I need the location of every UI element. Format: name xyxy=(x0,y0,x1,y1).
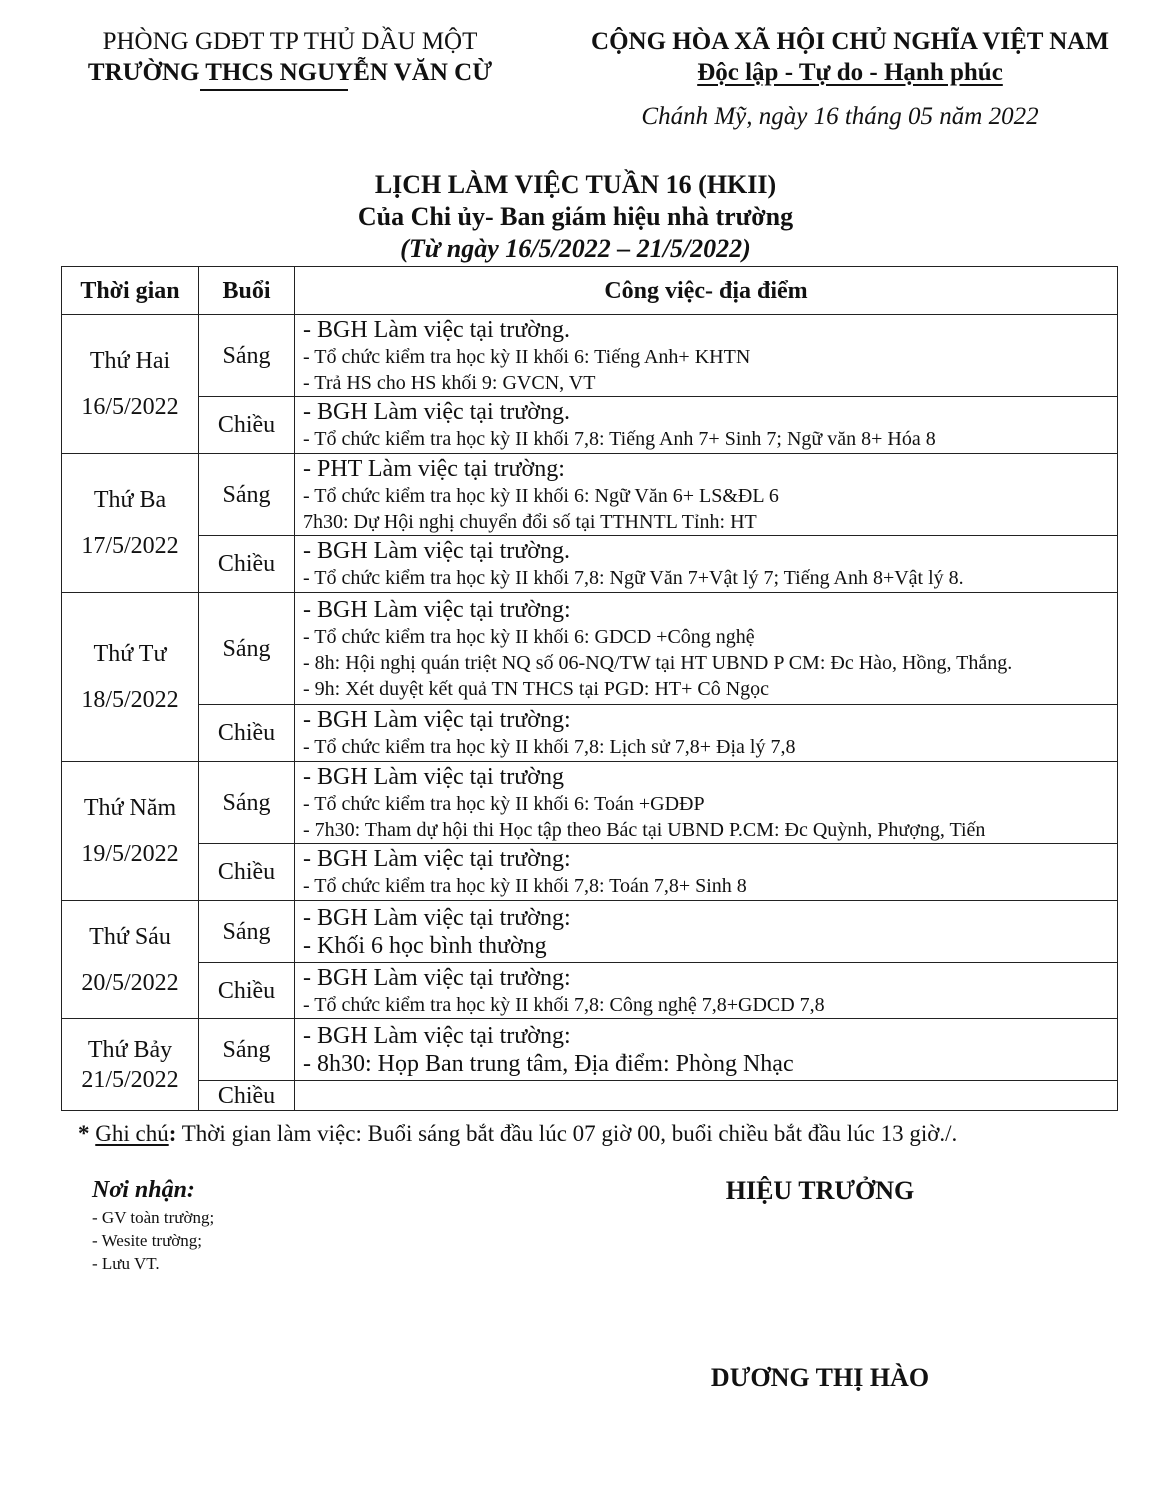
tasks-cell xyxy=(295,315,1118,397)
task-line: - Tổ chức kiểm tra học kỳ II khối 7,8: Công nghệ 7,8+GDCD 7,8 xyxy=(303,993,825,1016)
table-row xyxy=(62,844,1118,901)
task-line: - BGH Làm việc tại trường. xyxy=(303,316,570,343)
signer-name: DƯƠNG THỊ HÀO xyxy=(710,1363,930,1392)
day-name: Thứ Sáu xyxy=(89,923,171,950)
task-line: - Tổ chức kiểm tra học kỳ II khối 6: Toán +GDĐP xyxy=(303,792,705,815)
issue-date: Chánh Mỹ, ngày 16 tháng 05 năm 2022 xyxy=(641,103,1039,130)
task-line: - BGH Làm việc tại trường. xyxy=(303,538,570,564)
schedule-table xyxy=(61,266,1118,1111)
session-cell: Chiều xyxy=(199,1081,295,1111)
national-header xyxy=(560,26,1140,88)
session-cell: Chiều xyxy=(199,705,295,762)
tasks-cell xyxy=(295,963,1118,1019)
day-date: 19/5/2022 xyxy=(81,841,179,867)
table-row xyxy=(62,705,1118,762)
task-line: - BGH Làm việc tại trường xyxy=(303,763,564,790)
day-name: Thứ Năm xyxy=(83,795,177,821)
school-name-underline xyxy=(200,89,348,91)
day-cell xyxy=(62,762,199,901)
recipients-title: Nơi nhận: xyxy=(92,1177,195,1203)
day-cell xyxy=(62,1019,199,1111)
recipient-item: - Wesite trường; xyxy=(92,1231,203,1250)
session-cell: Sáng xyxy=(199,762,295,844)
national-motto: Độc lập - Tự do - Hạnh phúc xyxy=(697,59,1003,86)
session-cell: Chiều xyxy=(199,536,295,593)
tasks-cell xyxy=(295,762,1118,844)
signature-title: HIỆU TRƯỞNG xyxy=(725,1176,915,1205)
day-name: Thứ Bảy xyxy=(87,1036,173,1063)
task-line: - Tổ chức kiểm tra học kỳ II khối 7,8: Lịch sử 7,8+ Địa lý 7,8 xyxy=(303,736,796,758)
task-line: - 9h: Xét duyệt kết quả TN THCS tại PGD: HT+ Cô Ngọc xyxy=(303,677,770,700)
table-row xyxy=(62,901,1118,963)
session-cell: Sáng xyxy=(199,593,295,705)
table-row xyxy=(62,315,1118,397)
day-cell xyxy=(62,315,199,454)
session-cell: Chiều xyxy=(199,963,295,1019)
day-date: 17/5/2022 xyxy=(81,533,179,559)
day-cell xyxy=(62,593,199,762)
recipient-item: - Lưu VT. xyxy=(92,1254,160,1273)
table-row xyxy=(62,454,1118,536)
note-colon: : xyxy=(168,1121,177,1146)
task-line: - 8h30: Họp Ban trung tâm, Địa điểm: Phòng Nhạc xyxy=(303,1050,794,1077)
task-line: - PHT Làm việc tại trường: xyxy=(303,455,565,482)
table-row xyxy=(62,762,1118,844)
table-row xyxy=(62,963,1118,1019)
session-cell: Chiều xyxy=(199,397,295,454)
task-line: - Tổ chức kiểm tra học kỳ II khối 7,8: Toán 7,8+ Sinh 8 xyxy=(303,875,747,897)
task-line: - Tổ chức kiểm tra học kỳ II khối 6: GDCD +Công nghệ xyxy=(303,625,755,648)
note-text: Thời gian làm việc: Buổi sáng bắt đầu lúc 07 giờ 00, buổi chiều bắt đầu lúc 13 giờ./. xyxy=(176,1121,958,1146)
task-line: - BGH Làm việc tại trường: xyxy=(303,707,571,733)
day-name: Thứ Tư xyxy=(93,641,167,667)
session-cell: Sáng xyxy=(199,1019,295,1081)
session-cell: Sáng xyxy=(199,315,295,397)
table-row xyxy=(62,397,1118,454)
task-line: - Tổ chức kiểm tra học kỳ II khối 7,8: Tiếng Anh 7+ Sinh 7; Ngữ văn 8+ Hóa 8 xyxy=(303,428,936,450)
header-time: Thời gian xyxy=(62,267,199,315)
task-line: - BGH Làm việc tại trường. xyxy=(303,399,570,425)
agency-name: PHÒNG GDĐT TP THỦ DẦU MỘT xyxy=(102,28,478,55)
note-label: Ghi chú xyxy=(95,1121,169,1146)
table-row xyxy=(62,593,1118,705)
agency-header xyxy=(40,26,540,88)
day-name: Thứ Ba xyxy=(93,487,167,513)
task-line: - 8h: Hội nghị quán triệt NQ số 06-NQ/TW tại HT UBND P CM: Đc Hào, Hồng, Thắng. xyxy=(303,651,1013,674)
session-cell: Sáng xyxy=(199,901,295,963)
national-title: CỘNG HÒA XÃ HỘI CHỦ NGHĨA VIỆT NAM xyxy=(591,28,1109,55)
tasks-cell xyxy=(295,536,1118,593)
day-date: 18/5/2022 xyxy=(81,687,179,713)
working-hours-note xyxy=(78,1121,957,1147)
day-cell xyxy=(62,901,199,1019)
tasks-cell xyxy=(295,705,1118,762)
document-date-range: (Từ ngày 16/5/2022 – 21/5/2022) xyxy=(400,234,751,263)
tasks-cell xyxy=(295,397,1118,454)
task-line: - BGH Làm việc tại trường: xyxy=(303,596,571,623)
document-subtitle: Của Chi ủy- Ban giám hiệu nhà trường xyxy=(357,202,794,231)
day-name: Thứ Hai xyxy=(89,348,171,374)
task-line: - Tổ chức kiểm tra học kỳ II khối 6: Tiếng Anh+ KHTN xyxy=(303,345,751,368)
day-date: 20/5/2022 xyxy=(81,969,179,996)
document-title: LỊCH LÀM VIỆC TUẦN 16 (HKII) xyxy=(374,170,777,199)
task-line: 7h30: Dự Hội nghị chuyển đổi số tại TTHNTL Tỉnh: HT xyxy=(303,510,757,533)
task-line: - Tổ chức kiểm tra học kỳ II khối 7,8: Ngữ Văn 7+Vật lý 7; Tiếng Anh 8+Vật lý 8. xyxy=(303,567,964,589)
session-cell: Sáng xyxy=(199,454,295,536)
header-tasks: Công việc- địa điểm xyxy=(295,267,1118,315)
recipient-item: - GV toàn trường; xyxy=(92,1208,215,1227)
table-row xyxy=(62,536,1118,593)
table-row xyxy=(62,1019,1118,1081)
task-line: - BGH Làm việc tại trường: xyxy=(303,846,571,872)
tasks-cell xyxy=(295,1019,1118,1081)
tasks-cell xyxy=(295,844,1118,901)
day-date: 21/5/2022 xyxy=(81,1066,179,1093)
note-star: * xyxy=(78,1121,96,1146)
tasks-cell xyxy=(295,1081,1118,1111)
header-session: Buổi xyxy=(199,267,295,315)
tasks-cell xyxy=(295,593,1118,705)
table-header-row xyxy=(62,267,1118,315)
task-line: - BGH Làm việc tại trường: xyxy=(303,904,571,931)
task-line: - BGH Làm việc tại trường: xyxy=(303,964,571,991)
tasks-cell xyxy=(295,454,1118,536)
tasks-cell xyxy=(295,901,1118,963)
day-cell xyxy=(62,454,199,593)
task-line: - Trả HS cho HS khối 9: GVCN, VT xyxy=(303,371,596,394)
task-line: - BGH Làm việc tại trường: xyxy=(303,1022,571,1049)
session-cell: Chiều xyxy=(199,844,295,901)
day-date: 16/5/2022 xyxy=(81,394,179,420)
task-line: - Khối 6 học bình thường xyxy=(303,932,547,959)
task-line: - Tổ chức kiểm tra học kỳ II khối 6: Ngữ Văn 6+ LS&ĐL 6 xyxy=(303,484,779,507)
task-line: - 7h30: Tham dự hội thi Học tập theo Bác tại UBND P.CM: Đc Quỳnh, Phượng, Tiến xyxy=(303,818,986,841)
table-row xyxy=(62,1081,1118,1111)
school-name: TRƯỜNG THCS NGUYỄN VĂN CỪ xyxy=(87,59,493,86)
